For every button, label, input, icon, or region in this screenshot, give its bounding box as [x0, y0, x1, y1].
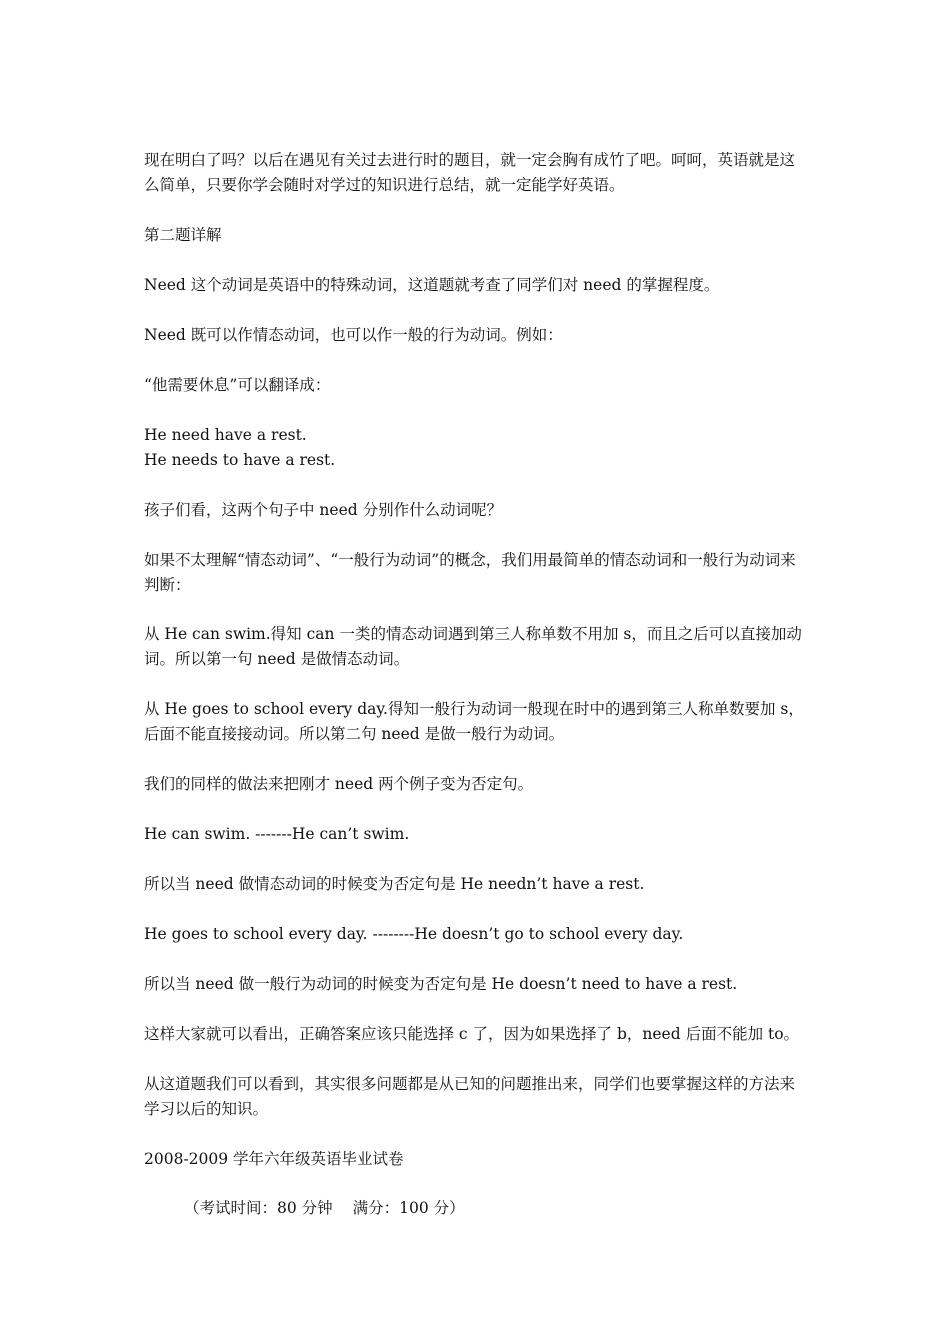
- section-heading-question-two: 第二题详解: [144, 226, 222, 244]
- paragraph-conclusion: 从这道题我们可以看到，其实很多问题都是从已知的问题推出来，同学们也要掌握这样的方法来学习以后的知识。: [144, 1075, 796, 1118]
- exam-title: 2008-2009 学年六年级英语毕业试卷: [144, 1150, 404, 1168]
- paragraph-concept-explanation: 如果不太理解“情态动词”、“一般行为动词”的概念，我们用最简单的情态动词和一般行为动词来判断：: [144, 551, 796, 594]
- paragraph-goes-to-school: 从 He goes to school every day.得知一般行为动词一般现在时中的遇到第三人称单数要加 s，后面不能直接接动词。所以第二句 need 是做一般行为动词。: [144, 700, 804, 743]
- paragraph-summary: 现在明白了吗？以后在遇见有关过去进行时的题目，就一定会胸有成竹了吧。呵呵，英语就是这么简单，只要你学会随时对学过的知识进行总结，就一定能学好英语。: [144, 151, 796, 194]
- example-can-swim-negative: He can swim. -------He can’t swim.: [144, 825, 410, 843]
- example-goes-to-school-negative: He goes to school every day. --------He doesn’t go to school every day.: [144, 925, 684, 943]
- example-sentence-1: He need have a rest.: [144, 426, 307, 444]
- paragraph-negative-transform: 我们的同样的做法来把刚才 need 两个例子变为否定句。: [144, 775, 534, 793]
- exam-full-score: 满分：100 分）: [352, 1199, 465, 1217]
- paragraph-needn-t: 所以当 need 做情态动词的时候变为否定句是 He needn’t have a rest.: [144, 875, 645, 893]
- paragraph-translation-prompt: “他需要休息”可以翻译成：: [144, 376, 331, 394]
- example-sentence-2: He needs to have a rest.: [144, 451, 336, 469]
- exam-duration: （考试时间：80 分钟: [184, 1199, 333, 1217]
- paragraph-doesn-t-need: 所以当 need 做一般行为动词的时候变为否定句是 He doesn’t need to have a rest.: [144, 975, 738, 993]
- exam-info: [184, 1196, 849, 1221]
- paragraph-need-usage: Need 既可以作情态动词，也可以作一般的行为动词。例如：: [144, 326, 563, 344]
- paragraph-can-swim: 从 He can swim.得知 can 一类的情态动词遇到第三人称单数不用加 s，而且之后可以直接加动词。所以第一句 need 是做情态动词。: [144, 625, 802, 668]
- paragraph-need-intro: Need 这个动词是英语中的特殊动词，这道题就考查了同学们对 need 的掌握程度。: [144, 276, 720, 294]
- paragraph-answer-c: 这样大家就可以看出，正确答案应该只能选择 c 了，因为如果选择了 b，need 后面不能加 to。: [144, 1025, 800, 1043]
- paragraph-question: 孩子们看，这两个句子中 need 分别作什么动词呢？: [144, 501, 503, 519]
